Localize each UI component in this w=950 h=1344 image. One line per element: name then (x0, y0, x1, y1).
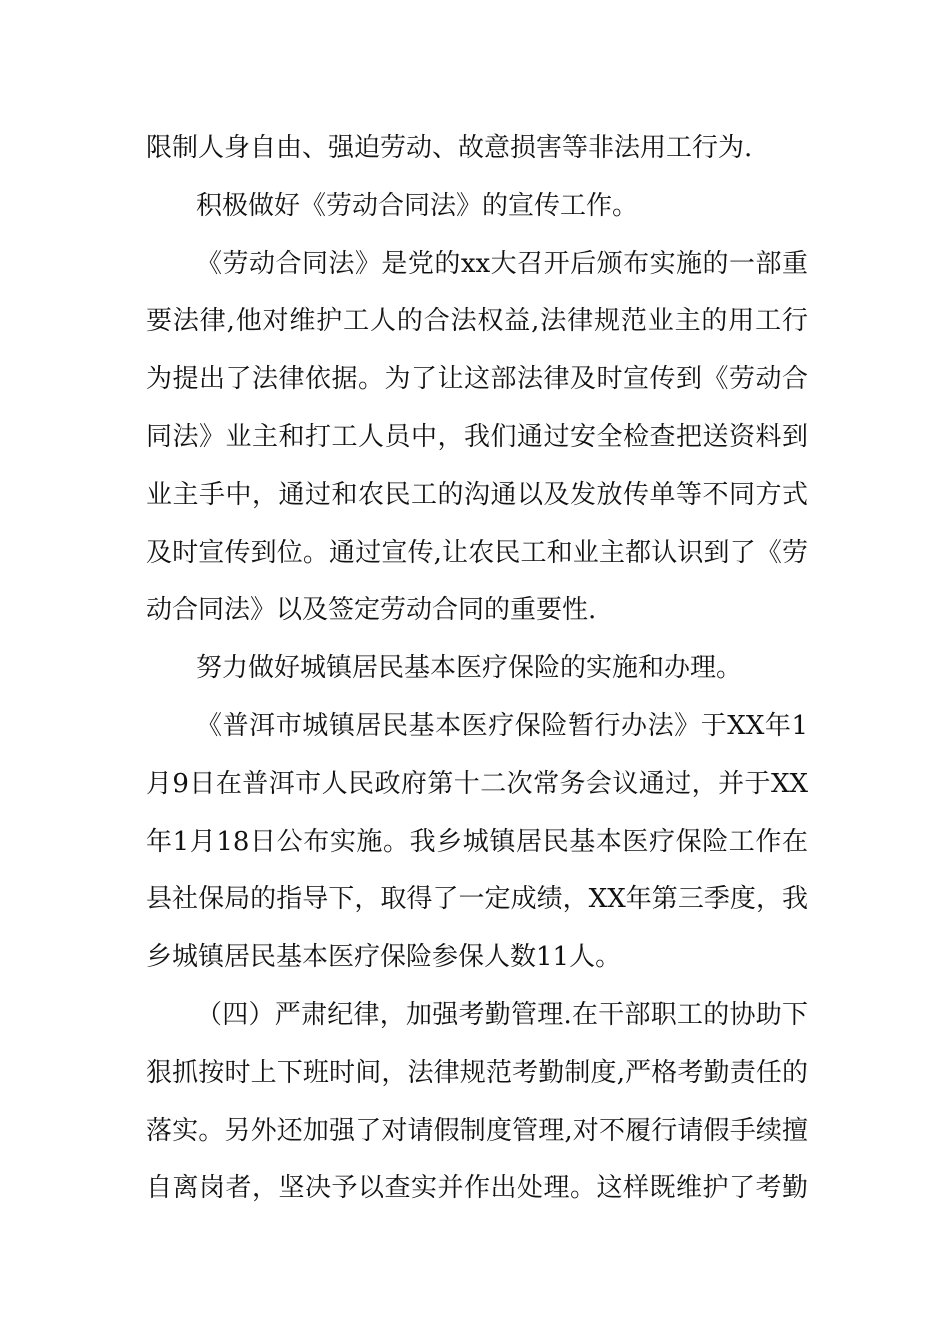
text-line: 限制人身自由、强迫劳动、故意损害等非法用工行为. (146, 133, 753, 163)
text-line: 业主手中，通过和农民工的沟通以及发放传单等不同方式 (146, 480, 808, 510)
text-line: （四）严肃纪律，加强考勤管理.在干部职工的协助下 (196, 1000, 808, 1030)
text-line: 月9日在普洱市人民政府第十二次常务会议通过，并于XX (146, 769, 808, 799)
text-line: 《劳动合同法》是党的xx大召开后颁布实施的一部重 (196, 249, 808, 279)
text-line: 《普洱市城镇居民基本医疗保险暂行办法》于XX年1 (196, 711, 808, 741)
text-line: 年1月18日公布实施。我乡城镇居民基本医疗保险工作在 (146, 827, 808, 857)
text-line: 自离岗者，坚决予以查实并作出处理。这样既维护了考勤 (146, 1173, 808, 1203)
text-line: 要法律,他对维护工人的合法权益,法律规范业主的用工行 (146, 306, 808, 336)
text-line: 狠抓按时上下班时间，法律规范考勤制度,严格考勤责任的 (146, 1058, 808, 1088)
text-line: 同法》业主和打工人员中，我们通过安全检查把送资料到 (146, 422, 808, 452)
text-line: 努力做好城镇居民基本医疗保险的实施和办理。 (196, 653, 743, 683)
text-line: 为提出了法律依据。为了让这部法律及时宣传到《劳动合 (146, 364, 808, 394)
text-line: 乡城镇居民基本医疗保险参保人数11人。 (146, 942, 622, 972)
text-line: 动合同法》以及签定劳动合同的重要性. (146, 595, 597, 625)
text-line: 县社保局的指导下，取得了一定成绩，XX年第三季度，我 (146, 884, 808, 914)
text-line: 及时宣传到位。通过宣传,让农民工和业主都认识到了《劳 (146, 538, 808, 568)
text-line: 落实。另外还加强了对请假制度管理,对不履行请假手续擅 (146, 1116, 808, 1146)
text-line: 积极做好《劳动合同法》的宣传工作。 (196, 191, 639, 221)
